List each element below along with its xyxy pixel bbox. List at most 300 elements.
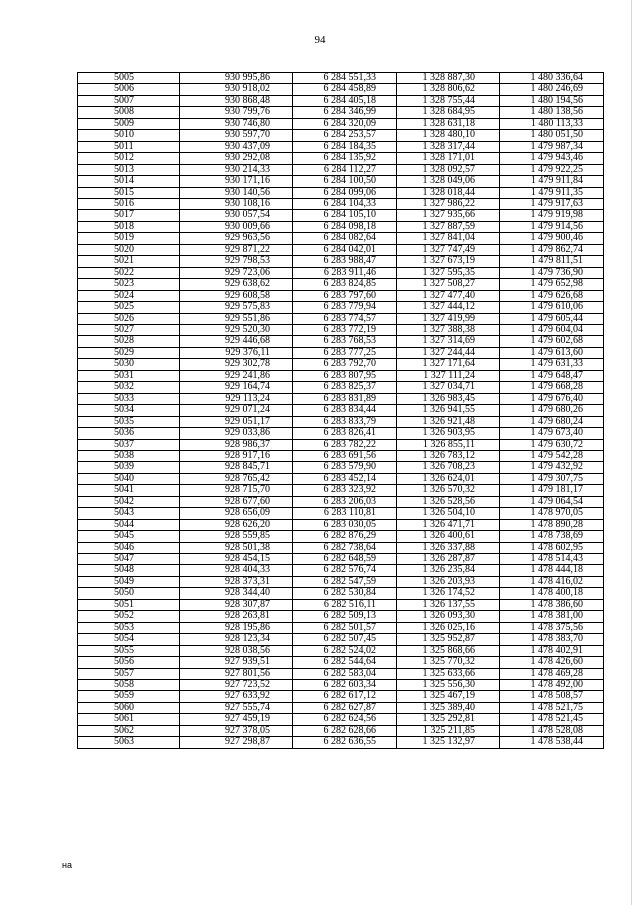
coord-y2-cell: 1 478 890,28 [500, 519, 604, 530]
coord-y2-cell: 1 479 919,98 [500, 210, 604, 221]
coord-x2-cell: 1 326 235,84 [397, 565, 500, 576]
coord-y1-cell: 6 284 100,50 [293, 176, 397, 187]
point-number-cell: 5056 [78, 657, 180, 668]
coord-y2-cell: 1 478 386,60 [500, 599, 604, 610]
coord-y1-cell: 6 283 772,19 [293, 324, 397, 335]
table-row [78, 405, 604, 416]
point-number-cell: 5030 [78, 359, 180, 370]
coord-x1-cell: 927 939,51 [180, 657, 293, 668]
coord-x2-cell: 1 327 595,35 [397, 267, 500, 278]
coord-y1-cell: 6 282 603,34 [293, 680, 397, 691]
coord-y1-cell: 6 283 782,22 [293, 439, 397, 450]
coord-x1-cell: 928 038,56 [180, 645, 293, 656]
point-number-cell: 5042 [78, 496, 180, 507]
coord-y1-cell: 6 282 509,13 [293, 611, 397, 622]
coord-y2-cell: 1 480 246,69 [500, 84, 604, 95]
coord-y1-cell: 6 283 774,57 [293, 313, 397, 324]
coord-x2-cell: 1 327 986,22 [397, 198, 500, 209]
coord-x2-cell: 1 325 292,81 [397, 714, 500, 725]
coord-x2-cell: 1 328 631,18 [397, 118, 500, 129]
point-number-cell: 5020 [78, 244, 180, 255]
coord-x1-cell: 929 963,56 [180, 233, 293, 244]
coord-y2-cell: 1 478 602,95 [500, 542, 604, 553]
coord-x1-cell: 929 241,86 [180, 370, 293, 381]
coord-x1-cell: 928 454,15 [180, 554, 293, 565]
coord-y1-cell: 6 283 807,95 [293, 370, 397, 381]
coord-x1-cell: 930 108,16 [180, 198, 293, 209]
coord-y2-cell: 1 478 970,05 [500, 508, 604, 519]
point-number-cell: 5051 [78, 599, 180, 610]
point-number-cell: 5044 [78, 519, 180, 530]
table-row [78, 141, 604, 152]
coord-y1-cell: 6 284 135,92 [293, 153, 397, 164]
coord-y2-cell: 1 479 911,35 [500, 187, 604, 198]
coord-x2-cell: 1 326 921,48 [397, 416, 500, 427]
coord-y1-cell: 6 282 876,29 [293, 531, 397, 542]
coord-y1-cell: 6 283 452,14 [293, 473, 397, 484]
coord-x1-cell: 929 033,86 [180, 428, 293, 439]
coord-y2-cell: 1 479 676,40 [500, 393, 604, 404]
coord-x2-cell: 1 328 684,95 [397, 107, 500, 118]
coord-y1-cell: 6 283 911,46 [293, 267, 397, 278]
point-number-cell: 5008 [78, 107, 180, 118]
coord-x2-cell: 1 327 747,49 [397, 244, 500, 255]
coord-y2-cell: 1 480 138,56 [500, 107, 604, 118]
coord-x1-cell: 930 746,80 [180, 118, 293, 129]
table-row [78, 256, 604, 267]
coord-y1-cell: 6 284 105,10 [293, 210, 397, 221]
coord-y2-cell: 1 479 736,90 [500, 267, 604, 278]
coord-x2-cell: 1 326 025,16 [397, 622, 500, 633]
coord-y2-cell: 1 479 680,24 [500, 416, 604, 427]
coord-x2-cell: 1 326 624,01 [397, 473, 500, 484]
point-number-cell: 5037 [78, 439, 180, 450]
point-number-cell: 5060 [78, 702, 180, 713]
coord-y1-cell: 6 282 507,45 [293, 634, 397, 645]
coord-x1-cell: 928 307,87 [180, 599, 293, 610]
coord-x2-cell: 1 328 171,01 [397, 153, 500, 164]
coord-y2-cell: 1 479 542,28 [500, 450, 604, 461]
coord-y1-cell: 6 282 627,87 [293, 702, 397, 713]
coordinates-table-body [78, 73, 604, 749]
coord-y2-cell: 1 478 469,28 [500, 668, 604, 679]
coord-x1-cell: 927 378,05 [180, 725, 293, 736]
coord-x1-cell: 929 723,06 [180, 267, 293, 278]
coord-y1-cell: 6 283 825,37 [293, 382, 397, 393]
coord-y2-cell: 1 480 051,50 [500, 130, 604, 141]
table-row [78, 554, 604, 565]
table-row [78, 233, 604, 244]
table-row [78, 244, 604, 255]
coord-x1-cell: 929 302,78 [180, 359, 293, 370]
coord-x1-cell: 930 057,54 [180, 210, 293, 221]
coord-y1-cell: 6 284 098,18 [293, 221, 397, 232]
coord-y2-cell: 1 480 336,64 [500, 73, 604, 84]
coord-y2-cell: 1 478 521,75 [500, 702, 604, 713]
coord-y2-cell: 1 479 943,46 [500, 153, 604, 164]
coord-y2-cell: 1 479 987,34 [500, 141, 604, 152]
point-number-cell: 5061 [78, 714, 180, 725]
point-number-cell: 5019 [78, 233, 180, 244]
coord-y2-cell: 1 479 631,33 [500, 359, 604, 370]
table-row [78, 668, 604, 679]
coord-y1-cell: 6 283 792,70 [293, 359, 397, 370]
point-number-cell: 5043 [78, 508, 180, 519]
coord-y2-cell: 1 478 508,57 [500, 691, 604, 702]
coord-y2-cell: 1 478 738,69 [500, 531, 604, 542]
coord-x2-cell: 1 325 868,66 [397, 645, 500, 656]
coord-x2-cell: 1 327 034,71 [397, 382, 500, 393]
coord-x1-cell: 930 140,56 [180, 187, 293, 198]
coord-y1-cell: 6 283 833,79 [293, 416, 397, 427]
coord-x2-cell: 1 325 132,97 [397, 737, 500, 748]
point-number-cell: 5026 [78, 313, 180, 324]
table-row [78, 221, 604, 232]
coord-x1-cell: 929 376,11 [180, 347, 293, 358]
coord-y1-cell: 6 283 579,90 [293, 462, 397, 473]
coord-x1-cell: 930 214,33 [180, 164, 293, 175]
coord-y2-cell: 1 479 648,47 [500, 370, 604, 381]
point-number-cell: 5039 [78, 462, 180, 473]
coord-y2-cell: 1 479 432,92 [500, 462, 604, 473]
table-row [78, 485, 604, 496]
point-number-cell: 5018 [78, 221, 180, 232]
table-row [78, 725, 604, 736]
coord-y1-cell: 6 283 777,25 [293, 347, 397, 358]
point-number-cell: 5009 [78, 118, 180, 129]
coord-x2-cell: 1 327 841,04 [397, 233, 500, 244]
coord-x1-cell: 929 164,74 [180, 382, 293, 393]
coord-x2-cell: 1 327 111,24 [397, 370, 500, 381]
coord-x2-cell: 1 326 941,55 [397, 405, 500, 416]
coord-x1-cell: 928 845,71 [180, 462, 293, 473]
coord-y2-cell: 1 478 528,08 [500, 725, 604, 736]
coord-x1-cell: 930 868,48 [180, 95, 293, 106]
coord-x1-cell: 927 298,87 [180, 737, 293, 748]
coord-y1-cell: 6 284 184,35 [293, 141, 397, 152]
table-row [78, 680, 604, 691]
table-row [78, 542, 604, 553]
point-number-cell: 5032 [78, 382, 180, 393]
coord-x1-cell: 930 995,86 [180, 73, 293, 84]
table-row [78, 153, 604, 164]
coord-y1-cell: 6 283 826,41 [293, 428, 397, 439]
coord-x2-cell: 1 328 480,10 [397, 130, 500, 141]
page-edge-line [631, 0, 632, 905]
coord-y2-cell: 1 479 680,26 [500, 405, 604, 416]
coord-y1-cell: 6 282 501,57 [293, 622, 397, 633]
coord-x2-cell: 1 327 244,44 [397, 347, 500, 358]
coord-y2-cell: 1 478 416,02 [500, 576, 604, 587]
table-row [78, 370, 604, 381]
coord-x2-cell: 1 327 388,38 [397, 324, 500, 335]
point-number-cell: 5012 [78, 153, 180, 164]
coord-y1-cell: 6 283 691,56 [293, 450, 397, 461]
table-row [78, 130, 604, 141]
table-row [78, 622, 604, 633]
point-number-cell: 5041 [78, 485, 180, 496]
coord-y2-cell: 1 479 922,25 [500, 164, 604, 175]
coord-x1-cell: 930 009,66 [180, 221, 293, 232]
coord-y1-cell: 6 283 110,81 [293, 508, 397, 519]
table-row [78, 107, 604, 118]
point-number-cell: 5053 [78, 622, 180, 633]
coord-x2-cell: 1 327 477,40 [397, 290, 500, 301]
coord-x1-cell: 929 113,24 [180, 393, 293, 404]
table-row [78, 702, 604, 713]
coord-x1-cell: 928 559,85 [180, 531, 293, 542]
table-row [78, 737, 604, 748]
coord-x2-cell: 1 328 092,57 [397, 164, 500, 175]
point-number-cell: 5033 [78, 393, 180, 404]
table-row [78, 382, 604, 393]
coord-x1-cell: 929 051,17 [180, 416, 293, 427]
point-number-cell: 5035 [78, 416, 180, 427]
coord-y1-cell: 6 282 628,66 [293, 725, 397, 736]
coord-y2-cell: 1 479 811,51 [500, 256, 604, 267]
table-row [78, 714, 604, 725]
point-number-cell: 5022 [78, 267, 180, 278]
coord-y2-cell: 1 480 194,56 [500, 95, 604, 106]
coord-x2-cell: 1 327 887,59 [397, 221, 500, 232]
coord-x2-cell: 1 326 783,12 [397, 450, 500, 461]
table-row [78, 187, 604, 198]
coord-x1-cell: 928 656,09 [180, 508, 293, 519]
table-row [78, 359, 604, 370]
coord-x1-cell: 930 292,08 [180, 153, 293, 164]
table-row [78, 267, 604, 278]
table-row [78, 416, 604, 427]
point-number-cell: 5006 [78, 84, 180, 95]
coord-y2-cell: 1 479 630,72 [500, 439, 604, 450]
coord-x2-cell: 1 326 855,11 [397, 439, 500, 450]
coord-x2-cell: 1 326 471,71 [397, 519, 500, 530]
coord-x1-cell: 929 446,68 [180, 336, 293, 347]
coord-y2-cell: 1 479 911,84 [500, 176, 604, 187]
coord-y1-cell: 6 284 112,27 [293, 164, 397, 175]
point-number-cell: 5029 [78, 347, 180, 358]
coord-x1-cell: 928 501,38 [180, 542, 293, 553]
coord-y2-cell: 1 479 604,04 [500, 324, 604, 335]
coord-y2-cell: 1 478 492,00 [500, 680, 604, 691]
coord-y1-cell: 6 284 104,33 [293, 198, 397, 209]
coord-x1-cell: 928 917,16 [180, 450, 293, 461]
coord-y2-cell: 1 478 538,44 [500, 737, 604, 748]
coord-y2-cell: 1 479 064,54 [500, 496, 604, 507]
table-row [78, 645, 604, 656]
coord-x2-cell: 1 326 337,88 [397, 542, 500, 553]
coord-x1-cell: 928 373,31 [180, 576, 293, 587]
coord-x2-cell: 1 325 467,19 [397, 691, 500, 702]
footer-note: на [62, 860, 72, 870]
point-number-cell: 5010 [78, 130, 180, 141]
coord-y1-cell: 6 283 988,47 [293, 256, 397, 267]
point-number-cell: 5036 [78, 428, 180, 439]
coord-y1-cell: 6 283 768,53 [293, 336, 397, 347]
coord-y1-cell: 6 283 206,03 [293, 496, 397, 507]
coord-x2-cell: 1 326 093,30 [397, 611, 500, 622]
point-number-cell: 5062 [78, 725, 180, 736]
coord-x1-cell: 928 344,40 [180, 588, 293, 599]
coord-y1-cell: 6 282 583,04 [293, 668, 397, 679]
coord-y1-cell: 6 284 458,89 [293, 84, 397, 95]
coord-y2-cell: 1 480 113,33 [500, 118, 604, 129]
coord-x1-cell: 928 404,33 [180, 565, 293, 576]
point-number-cell: 5040 [78, 473, 180, 484]
coord-x2-cell: 1 325 389,40 [397, 702, 500, 713]
point-number-cell: 5007 [78, 95, 180, 106]
table-row [78, 324, 604, 335]
coord-x2-cell: 1 326 708,23 [397, 462, 500, 473]
coord-x1-cell: 930 799,76 [180, 107, 293, 118]
coord-x2-cell: 1 328 317,44 [397, 141, 500, 152]
coord-x1-cell: 928 626,20 [180, 519, 293, 530]
coord-y2-cell: 1 478 402,91 [500, 645, 604, 656]
coord-x1-cell: 929 638,62 [180, 279, 293, 290]
table-row [78, 576, 604, 587]
coord-x2-cell: 1 327 314,69 [397, 336, 500, 347]
coord-y1-cell: 6 282 738,64 [293, 542, 397, 553]
coord-y1-cell: 6 282 624,56 [293, 714, 397, 725]
table-row [78, 336, 604, 347]
coord-y2-cell: 1 478 444,18 [500, 565, 604, 576]
coord-x2-cell: 1 327 444,12 [397, 302, 500, 313]
coord-y1-cell: 6 283 824,85 [293, 279, 397, 290]
table-row [78, 393, 604, 404]
point-number-cell: 5059 [78, 691, 180, 702]
coord-y1-cell: 6 284 320,09 [293, 118, 397, 129]
coord-y1-cell: 6 283 831,89 [293, 393, 397, 404]
coord-x2-cell: 1 327 673,19 [397, 256, 500, 267]
coord-y2-cell: 1 479 862,74 [500, 244, 604, 255]
coord-y2-cell: 1 479 610,06 [500, 302, 604, 313]
coord-y1-cell: 6 283 834,44 [293, 405, 397, 416]
coord-x1-cell: 929 798,53 [180, 256, 293, 267]
coord-x1-cell: 928 765,42 [180, 473, 293, 484]
point-number-cell: 5038 [78, 450, 180, 461]
table-row [78, 198, 604, 209]
coord-y2-cell: 1 478 383,70 [500, 634, 604, 645]
coord-x2-cell: 1 328 755,44 [397, 95, 500, 106]
coord-y2-cell: 1 479 613,60 [500, 347, 604, 358]
coord-y2-cell: 1 479 917,63 [500, 198, 604, 209]
coord-x2-cell: 1 326 983,45 [397, 393, 500, 404]
point-number-cell: 5052 [78, 611, 180, 622]
coord-y1-cell: 6 284 082,64 [293, 233, 397, 244]
coord-y1-cell: 6 282 516,11 [293, 599, 397, 610]
point-number-cell: 5015 [78, 187, 180, 198]
coord-y1-cell: 6 282 530,84 [293, 588, 397, 599]
point-number-cell: 5028 [78, 336, 180, 347]
point-number-cell: 5023 [78, 279, 180, 290]
point-number-cell: 5011 [78, 141, 180, 152]
coord-x2-cell: 1 327 935,66 [397, 210, 500, 221]
coord-y2-cell: 1 478 514,43 [500, 554, 604, 565]
table-row [78, 302, 604, 313]
coord-x1-cell: 928 715,70 [180, 485, 293, 496]
coord-y1-cell: 6 282 636,55 [293, 737, 397, 748]
point-number-cell: 5014 [78, 176, 180, 187]
coord-x2-cell: 1 327 508,27 [397, 279, 500, 290]
point-number-cell: 5027 [78, 324, 180, 335]
coord-x2-cell: 1 326 504,10 [397, 508, 500, 519]
table-row [78, 657, 604, 668]
coord-y2-cell: 1 479 307,75 [500, 473, 604, 484]
coord-x1-cell: 929 551,86 [180, 313, 293, 324]
coord-y1-cell: 6 282 648,59 [293, 554, 397, 565]
point-number-cell: 5048 [78, 565, 180, 576]
point-number-cell: 5047 [78, 554, 180, 565]
coord-x2-cell: 1 325 952,87 [397, 634, 500, 645]
point-number-cell: 5057 [78, 668, 180, 679]
coord-y2-cell: 1 478 375,56 [500, 622, 604, 633]
point-number-cell: 5031 [78, 370, 180, 381]
table-row [78, 84, 604, 95]
coord-x1-cell: 930 918,02 [180, 84, 293, 95]
table-row [78, 473, 604, 484]
point-number-cell: 5058 [78, 680, 180, 691]
point-number-cell: 5046 [78, 542, 180, 553]
coord-x1-cell: 930 437,09 [180, 141, 293, 152]
coord-y2-cell: 1 479 900,46 [500, 233, 604, 244]
coord-x2-cell: 1 326 137,55 [397, 599, 500, 610]
table-row [78, 691, 604, 702]
table-row [78, 118, 604, 129]
coord-x2-cell: 1 325 556,30 [397, 680, 500, 691]
coord-x2-cell: 1 326 174,52 [397, 588, 500, 599]
coord-x1-cell: 930 171,16 [180, 176, 293, 187]
coord-x1-cell: 928 677,60 [180, 496, 293, 507]
point-number-cell: 5049 [78, 576, 180, 587]
coord-x1-cell: 927 459,19 [180, 714, 293, 725]
coord-y1-cell: 6 282 544,64 [293, 657, 397, 668]
table-row [78, 531, 604, 542]
coord-x1-cell: 927 801,56 [180, 668, 293, 679]
coord-y2-cell: 1 478 521,45 [500, 714, 604, 725]
point-number-cell: 5016 [78, 198, 180, 209]
coord-x2-cell: 1 326 400,61 [397, 531, 500, 542]
coord-x1-cell: 930 597,70 [180, 130, 293, 141]
coord-x2-cell: 1 328 018,44 [397, 187, 500, 198]
table-row [78, 462, 604, 473]
coord-x2-cell: 1 328 049,06 [397, 176, 500, 187]
coord-x1-cell: 927 723,52 [180, 680, 293, 691]
coord-x2-cell: 1 327 419,99 [397, 313, 500, 324]
coord-x2-cell: 1 328 887,30 [397, 73, 500, 84]
page-number: 94 [314, 34, 326, 46]
coord-y1-cell: 6 282 547,59 [293, 576, 397, 587]
coord-x2-cell: 1 326 287,87 [397, 554, 500, 565]
coord-y1-cell: 6 283 030,05 [293, 519, 397, 530]
coord-x1-cell: 928 195,86 [180, 622, 293, 633]
table-row [78, 210, 604, 221]
coord-x2-cell: 1 326 903,95 [397, 428, 500, 439]
coord-y2-cell: 1 478 426,60 [500, 657, 604, 668]
coord-y1-cell: 6 282 617,12 [293, 691, 397, 702]
point-number-cell: 5054 [78, 634, 180, 645]
coordinates-table [77, 72, 604, 749]
table-row [78, 176, 604, 187]
coord-y2-cell: 1 479 668,28 [500, 382, 604, 393]
coord-y2-cell: 1 479 652,98 [500, 279, 604, 290]
coord-y1-cell: 6 283 323,92 [293, 485, 397, 496]
point-number-cell: 5050 [78, 588, 180, 599]
point-number-cell: 5021 [78, 256, 180, 267]
table-row [78, 450, 604, 461]
coord-x2-cell: 1 326 203,93 [397, 576, 500, 587]
table-row [78, 279, 604, 290]
coord-y1-cell: 6 284 099,06 [293, 187, 397, 198]
